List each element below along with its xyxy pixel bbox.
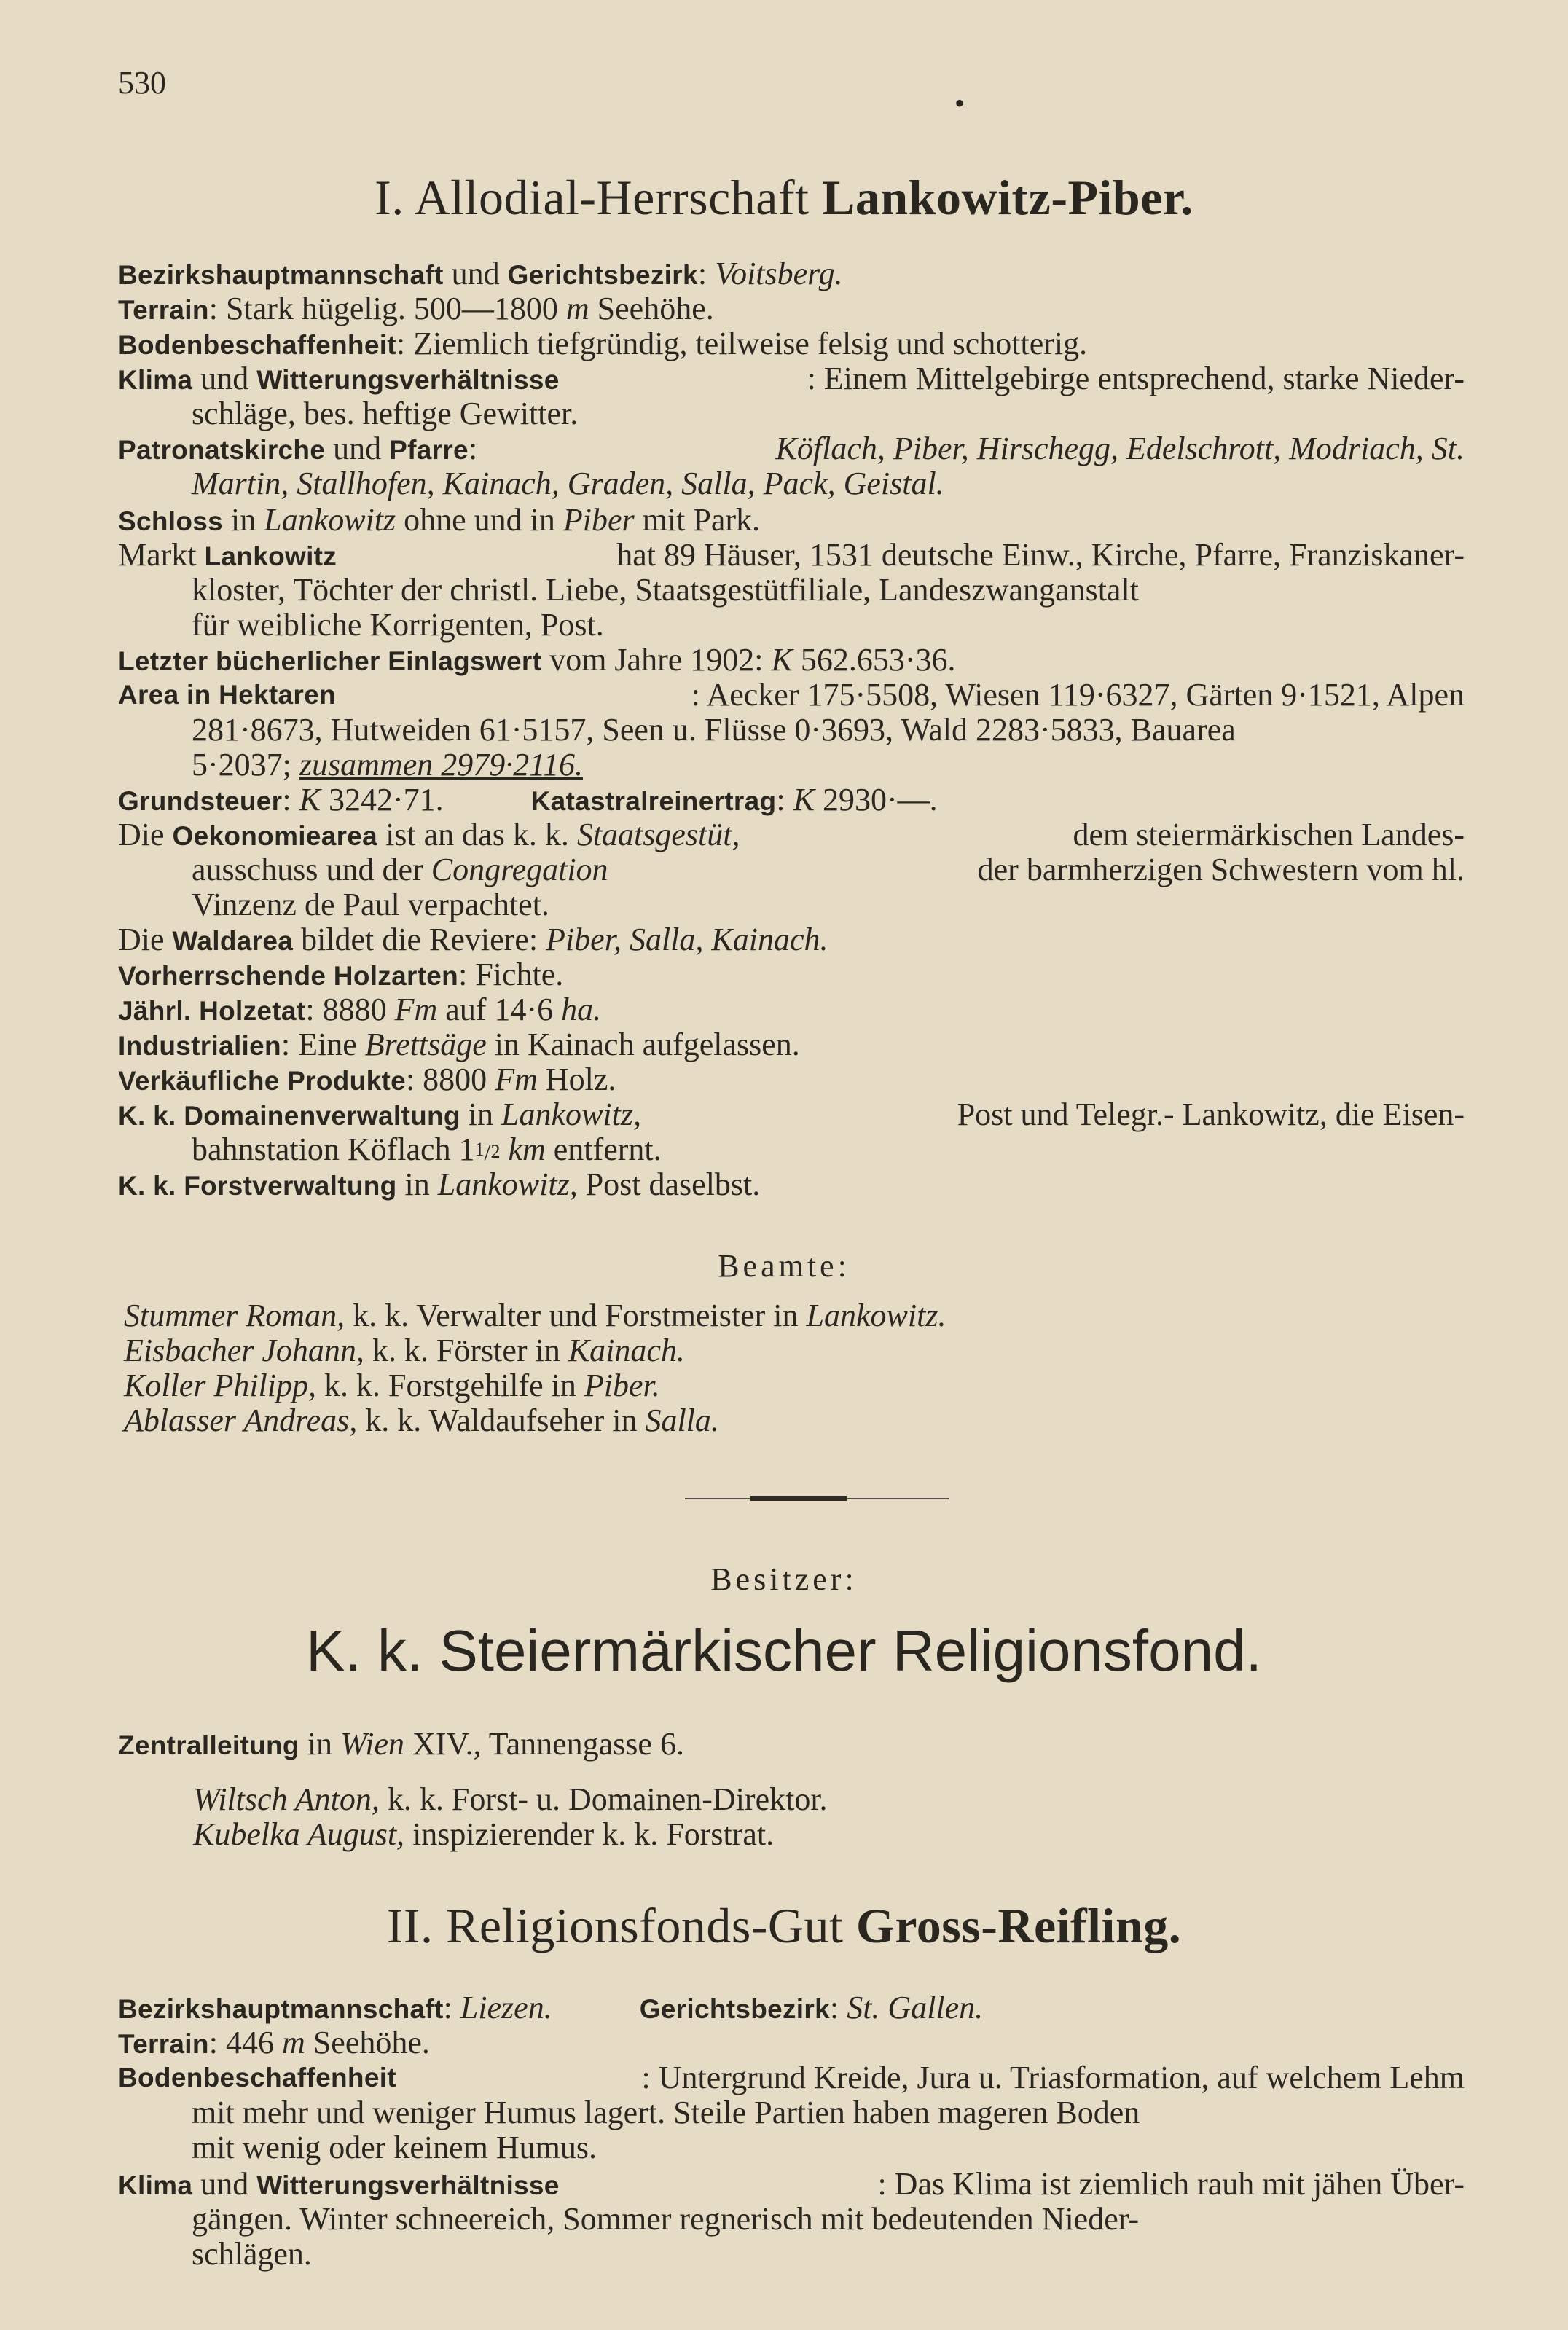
- line-domainenverwaltung: K. k. Domainenverwaltung in Lankowitz, Post und Telegr.- Lankowitz, die Eisen-: [118, 1097, 1465, 1132]
- section1-title-bold: Lankowitz-Piber.: [822, 170, 1193, 225]
- section2-title-plain: II. Religionsfonds-Gut: [386, 1898, 856, 1953]
- owner-person: Wiltsch Anton, k. k. Forst- u. Domainen-Direktor.: [193, 1781, 828, 1817]
- line-boden: Bodenbeschaffenheit: Ziemlich tiefgründig, teilweise felsig und schotterig.: [118, 326, 1088, 361]
- line-schloss: Schloss in Lankowitz ohne und in Piber mit Park.: [118, 502, 761, 538]
- line-patronat: Patronatskirche und Pfarre: Köflach, Piber, Hirschegg, Edelschrott, Modriach, St.: [118, 431, 1465, 466]
- divider-center: [750, 1496, 847, 1501]
- beamte-row: Koller Philipp, k. k. Forstgehilfe in Piber.: [124, 1368, 660, 1403]
- line-markt: Markt Lankowitz hat 89 Häuser, 1531 deutsche Einw., Kirche, Pfarre, Franziskaner-: [118, 537, 1465, 573]
- line-grundsteuer: Grundsteuer: K 3242·71. Katastralreinertrag: K 2930·—.: [118, 782, 938, 817]
- page-number: 530: [118, 65, 166, 101]
- line-markt-cont1: kloster, Töchter der christl. Liebe, Staatsgestütfiliale, Landeszwanganstalt: [192, 572, 1139, 608]
- line-holzetat: Jährl. Holzetat: 8880 Fm auf 14·6 ha.: [118, 992, 602, 1027]
- line-forstverwaltung: K. k. Forstverwaltung in Lankowitz, Post daselbst.: [118, 1166, 761, 1202]
- line2-klima: Klima und Witterungsverhältnisse : Das Klima ist ziemlich rauh mit jähen Über-: [118, 2166, 1465, 2202]
- line2-boden-cont1: mit mehr und weniger Humus lagert. Steile Partien haben mageren Boden: [192, 2095, 1140, 2130]
- print-mark: •: [954, 87, 965, 119]
- line2-boden-cont2: mit wenig oder keinem Humus.: [192, 2130, 597, 2165]
- owner-heading: Besitzer:: [710, 1561, 858, 1597]
- beamte-row: Ablasser Andreas, k. k. Waldaufseher in Salla.: [124, 1403, 719, 1438]
- section2-title: [0, 1897, 1568, 1955]
- line-oekonomie-cont1: ausschuss und der Congregation der barmherzigen Schwestern vom hl.: [192, 852, 1465, 887]
- divider-left: [685, 1498, 750, 1499]
- section1-title-plain: I. Allodial-Herrschaft: [375, 170, 822, 225]
- line-industrialien: Industrialien: Eine Brettsäge in Kainach aufgelassen.: [118, 1027, 800, 1062]
- section2-title-bold: Gross-Reifling.: [855, 1898, 1182, 1953]
- divider-right: [847, 1498, 949, 1499]
- line2-klima-cont1: gängen. Winter schneereich, Sommer regnerisch mit bedeutenden Nieder-: [192, 2201, 1140, 2237]
- line-bezirk: Bezirkshauptmannschaft und Gerichtsbezirk: Voitsberg.: [118, 256, 843, 291]
- line2-boden: Bodenbeschaffenheit : Untergrund Kreide, Jura u. Triasformation, auf welchem Lehm: [118, 2060, 1465, 2095]
- line-klima: Klima und Witterungsverhältnisse : Einem Mittelgebirge entsprechend, starke Nieder-: [118, 361, 1465, 396]
- section1-title: [0, 169, 1568, 227]
- line2-bezirk: Bezirkshauptmannschaft: Liezen. Gerichtsbezirk: St. Gallen.: [118, 1990, 984, 2025]
- line-patronat-cont: Martin, Stallhofen, Kainach, Graden, Salla, Pack, Geistal.: [192, 466, 944, 501]
- beamte-heading: Beamte:: [718, 1248, 850, 1284]
- line-produkte: Verkäufliche Produkte: 8800 Fm Holz.: [118, 1062, 616, 1097]
- owner-person: Kubelka August, inspizierender k. k. Forstrat.: [193, 1816, 775, 1852]
- line-markt-cont2: für weibliche Korrigenten, Post.: [192, 607, 604, 643]
- line-terrain: Terrain: Stark hügelig. 500—1800 m Seehöhe.: [118, 291, 714, 326]
- line-waldarea: Die Waldarea bildet die Reviere: Piber, Salla, Kainach.: [118, 922, 828, 957]
- line2-terrain: Terrain: 446 m Seehöhe.: [118, 2025, 430, 2060]
- line-klima-cont: schläge, bes. heftige Gewitter.: [192, 396, 579, 431]
- owner-name: K. k. Steiermärkischer Religionsfond.: [306, 1618, 1262, 1683]
- beamte-row: Eisbacher Johann, k. k. Förster in Kainach.: [124, 1333, 685, 1368]
- line-oekonomie: Die Oekonomiearea ist an das k. k. Staatsgestüt, dem steiermärkischen Landes-: [118, 817, 1465, 852]
- line-holzarten: Vorherrschende Holzarten: Fichte.: [118, 957, 564, 992]
- line-einlagswert: Letzter bücherlicher Einlagswert vom Jahre 1902: K 562.653·36.: [118, 642, 956, 678]
- line-zentralleitung: Zentralleitung in Wien XIV., Tannengasse 6.: [118, 1726, 684, 1762]
- line2-klima-cont2: schlägen.: [192, 2236, 312, 2272]
- beamte-row: Stummer Roman, k. k. Verwalter und Forstmeister in Lankowitz.: [124, 1298, 946, 1333]
- line-area-cont2: 5·2037; zusammen 2979·2116.: [192, 747, 583, 782]
- line-oekonomie-cont2: Vinzenz de Paul verpachtet.: [192, 887, 549, 922]
- line-area-cont1: 281·8673, Hutweiden 61·5157, Seen u. Flüsse 0·3693, Wald 2283·5833, Bauarea: [192, 712, 1236, 748]
- line-domainenverwaltung-cont: bahnstation Köflach $1^1/2$ km entfernt.: [192, 1131, 662, 1167]
- line-area: Area in Hektaren : Aecker 175·5508, Wiesen 119·6327, Gärten 9·1521, Alpen: [118, 677, 1465, 713]
